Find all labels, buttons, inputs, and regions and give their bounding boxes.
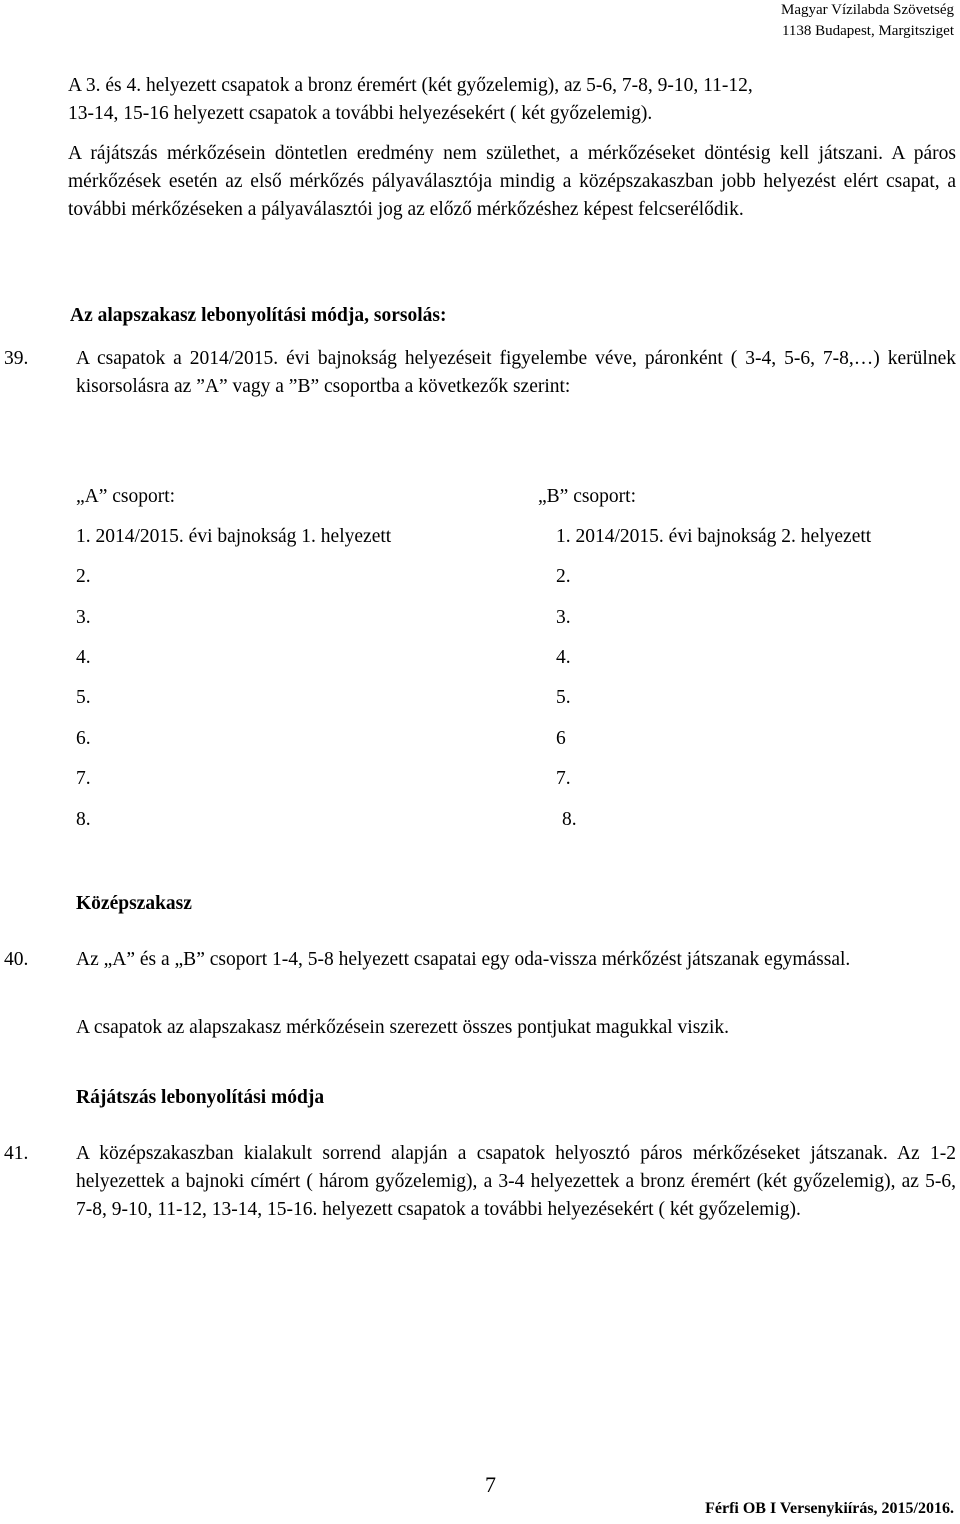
group-b-title: „B” csoport: [538,486,637,507]
intro-line-2: 13-14, 15-16 helyezett csapatok a további helyezésekért ( két győzelemig). [68,103,653,124]
item-text-39: A csapatok a 2014/2015. évi bajnokság helyezéseit figyelembe véve, páronként ( 3-4, 5-6, 7-8,…) kerülnek kisorsolásra az ”A” vagy a ”B” csoportba a következők szerint: [76,348,956,397]
group-a-item: 2. [76,566,91,587]
intro-paragraph-2: A rájátszás mérkőzésein döntetlen eredmény nem születhet, a mérkőzéseket döntésig kell játszani. A páros mérkőzések esetén az első mérkőzés pályaválasztója mindig a középszakaszban jobb helyezést elért csapat, a további mérkőzéseken a pályaválasztói jog az előző mérkőzéshez képest felcserélődik. [68,143,956,220]
item-text-40: Az „A” és a „B” csoport 1-4, 5-8 helyezett csapatai egy oda-vissza mérkőzést játszanak egymással. [76,949,851,970]
section-heading-alapszakasz: Az alapszakasz lebonyolítási módja, sorsolás: [70,305,447,326]
group-b-item: 2. [556,566,571,587]
group-a-item: 3. [76,607,91,628]
organization-address: 1138 Budapest, Margitsziget [781,23,954,39]
group-b-item: 4. [556,647,571,668]
item-text-40-continued: A csapatok az alapszakasz mérkőzésein szerezett összes pontjukat magukkal viszik. [76,1017,730,1038]
group-a-item: 6. [76,728,91,749]
document-header [781,0,954,42]
group-b-item: 3. [556,607,571,628]
group-b-item: 7. [556,768,571,789]
group-a-item: 1. 2014/2015. évi bajnokság 1. helyezett [76,526,392,547]
group-a-item: 7. [76,768,91,789]
group-b-item: 8. [562,809,577,830]
item-number-39: 39. [4,348,29,369]
organization-name: Magyar Vízilabda Szövetség [780,2,954,18]
group-a-item: 4. [76,647,91,668]
item-text-41: A középszakaszban kialakult sorrend alapján a csapatok helyosztó páros mérkőzéseket játszanak. Az 1-2 helyezettek a bajnoki címért ( három győzelemig), a 3-4 helyezettek a bronz éremért (két győzelemig), az 5-6, 7-8, 9-10, 11-12, 13-14, 15-16. helyezett csapatok a további helyezésekért ( két győzelemig). [76,1143,956,1220]
group-a-item: 8. [76,809,91,830]
document-title-footer: Férfi OB I Versenykiírás, 2015/2016. [705,1500,954,1517]
page-number: 7 [485,1472,496,1497]
group-b-item: 5. [556,687,571,708]
section-heading-kozepszakasz: Középszakasz [76,893,192,914]
item-number-41: 41. [4,1143,29,1164]
intro-line-1: A 3. és 4. helyezett csapatok a bronz éremért (két győzelemig), az 5-6, 7-8, 9-10, 11-12, [68,75,753,96]
group-a-title: „A” csoport: [76,486,176,507]
item-number-40: 40. [4,949,29,970]
group-b-item: 1. 2014/2015. évi bajnokság 2. helyezett [556,526,872,547]
group-b-item: 6 [556,728,566,749]
group-a-item: 5. [76,687,91,708]
section-heading-rajatszas: Rájátszás lebonyolítási módja [76,1087,325,1108]
